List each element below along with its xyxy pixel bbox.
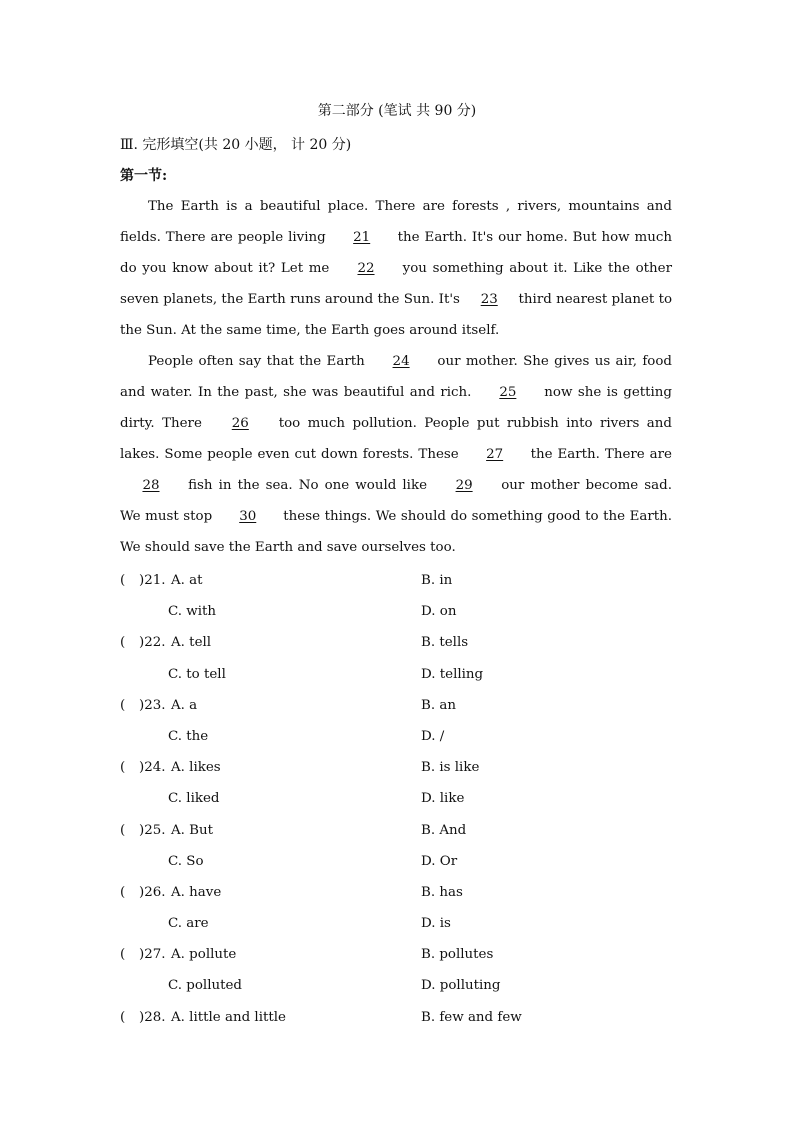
question-number: )28. (139, 1009, 166, 1025)
passage-text: these things. We should do something good to the Earth. We should save the Earth and save ourselves too. (120, 509, 672, 555)
option-b: B. in (421, 573, 453, 588)
question-22-row-2 (120, 659, 680, 690)
option-a: A. have (171, 884, 222, 900)
option-a: A. a (171, 697, 198, 713)
question-24-row-2 (120, 783, 680, 814)
passage-text: too much pollution. People put rubbish into rivers and lakes. Some people even cut down forests. These (120, 416, 672, 462)
option-a: A. at (171, 573, 203, 588)
blank-29: 29 (455, 478, 473, 493)
passage-text: the Earth. It's our home. But how much do you know about it? Let me (120, 230, 672, 276)
question-number: )22. (139, 635, 166, 651)
question-22-row-1 (120, 627, 680, 658)
option-b: B. few and few (421, 1009, 522, 1025)
question-23-row-1 (120, 690, 680, 721)
answer-paren: ( (120, 884, 126, 900)
option-a: A. But (171, 822, 214, 838)
question-27-row-1 (120, 939, 680, 970)
question-25-row-1 (120, 815, 680, 846)
question-list (120, 565, 680, 1033)
option-c: C. with (168, 604, 217, 620)
question-27-row-2 (120, 970, 680, 1001)
question-21-row-1 (120, 565, 680, 596)
option-d: D. / (421, 728, 445, 744)
option-c: C. polluted (168, 978, 242, 994)
option-d: D. polluting (421, 978, 501, 994)
answer-paren: ( (120, 635, 126, 651)
option-a: A. little and little (171, 1009, 286, 1025)
page-title: 第二部分 (笔试 共 90 分) (317, 103, 477, 119)
subsection-heading: 第一节: (120, 168, 168, 184)
question-24-row-1 (120, 752, 680, 783)
question-number: )24. (139, 760, 166, 776)
answer-paren: ( (120, 760, 126, 776)
blank-30: 30 (239, 509, 257, 524)
passage-paragraph-1 (120, 191, 672, 346)
passage-paragraph-2 (120, 346, 672, 563)
question-number: )21. (139, 573, 166, 588)
passage-text: the Earth. There are (530, 447, 672, 462)
option-b: B. pollutes (421, 947, 494, 963)
answer-paren: ( (120, 947, 126, 963)
option-b: B. is like (421, 760, 480, 776)
answer-paren: ( (120, 697, 126, 713)
option-c: C. So (168, 853, 204, 869)
option-c: C. are (168, 916, 209, 932)
passage-text: you something about it. Like the other seven planets, the Earth runs around the Sun. It's (120, 261, 672, 307)
answer-paren: ( (120, 573, 126, 588)
option-d: D. on (421, 604, 457, 620)
blank-24: 24 (392, 354, 410, 369)
passage-text: fish in the sea. No one would like (188, 478, 427, 493)
option-c: C. liked (168, 791, 220, 807)
passage-text: our mother. She gives us air, food and water. In the past, she was beautiful and rich. (120, 354, 672, 400)
blank-21: 21 (353, 230, 371, 245)
blank-23: 23 (480, 292, 498, 307)
answer-paren: ( (120, 822, 126, 838)
passage-text: third nearest planet to the Sun. At the same time, the Earth goes around itself. (120, 292, 673, 338)
option-c: C. to tell (168, 666, 226, 682)
option-d: D. is (421, 916, 451, 932)
passage-text: The Earth is a beautiful place. There are forests , rivers, mountains and fields. There are people living (120, 199, 672, 245)
question-25-row-2 (120, 846, 680, 877)
blank-26: 26 (231, 416, 249, 431)
blank-27: 27 (486, 447, 504, 462)
passage-text: our mother become sad. We must stop (120, 478, 672, 524)
option-a: A. pollute (171, 947, 237, 963)
option-a: A. tell (171, 635, 212, 651)
option-a: A. likes (171, 760, 221, 776)
section-heading: Ⅲ. 完形填空(共 20 小题， 计 20 分) (120, 137, 352, 153)
option-b: B. tells (421, 635, 469, 651)
option-b: B. And (421, 822, 467, 838)
option-d: D. Or (421, 853, 458, 869)
question-21-row-2 (120, 596, 680, 627)
answer-paren: ( (120, 1009, 126, 1025)
option-c: C. the (168, 728, 209, 744)
question-26-row-2 (120, 908, 680, 939)
blank-25: 25 (499, 385, 517, 400)
question-number: )25. (139, 822, 166, 838)
question-23-row-2 (120, 721, 680, 752)
blank-28: 28 (142, 478, 160, 493)
passage-text: now she is getting dirty. There (120, 385, 672, 431)
question-number: )27. (139, 947, 166, 963)
option-d: D. telling (421, 666, 484, 682)
option-b: B. has (421, 884, 463, 900)
blank-22: 22 (357, 261, 375, 276)
passage-text: People often say that the Earth (148, 354, 365, 369)
question-number: )23. (139, 697, 166, 713)
question-28-row-1 (120, 1002, 680, 1033)
question-26-row-1 (120, 877, 680, 908)
option-d: D. like (421, 791, 465, 807)
question-number: )26. (139, 884, 166, 900)
option-b: B. an (421, 697, 456, 713)
